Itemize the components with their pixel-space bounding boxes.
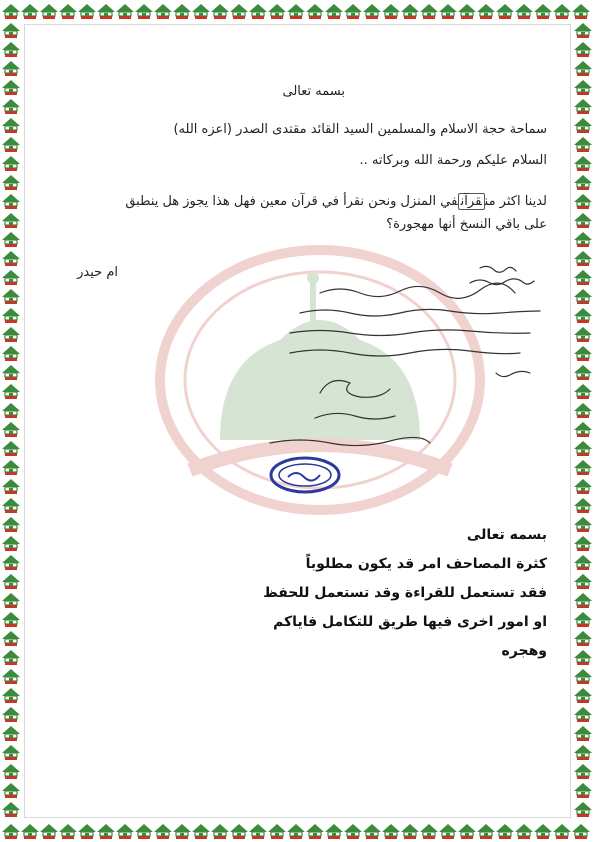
border-tile bbox=[2, 99, 20, 114]
border-tile bbox=[401, 4, 419, 19]
border-tile bbox=[553, 824, 571, 839]
border-tile bbox=[574, 42, 592, 57]
border-tile bbox=[2, 156, 20, 171]
border-tile bbox=[574, 688, 592, 703]
border-tile bbox=[78, 4, 96, 19]
border-tile bbox=[2, 802, 20, 817]
border-tile bbox=[2, 251, 20, 266]
border-tile bbox=[2, 593, 20, 608]
border-tile bbox=[40, 4, 58, 19]
border-tile bbox=[2, 745, 20, 760]
reply-line-1: كثرة المصاحف امر قد يكون مطلوباً bbox=[305, 556, 547, 572]
border-tile bbox=[574, 346, 592, 361]
border-tile bbox=[230, 824, 248, 839]
border-tile bbox=[2, 194, 20, 209]
border-tile bbox=[574, 517, 592, 532]
border-tile bbox=[2, 118, 20, 133]
border-tile bbox=[477, 824, 495, 839]
border-tile bbox=[2, 631, 20, 646]
border-tile bbox=[458, 4, 476, 19]
border-tile bbox=[574, 726, 592, 741]
border-tile bbox=[135, 824, 153, 839]
border-tile bbox=[458, 824, 476, 839]
border-tile bbox=[2, 707, 20, 722]
border-tile bbox=[574, 194, 592, 209]
border-tile bbox=[2, 213, 20, 228]
border-tile bbox=[439, 824, 457, 839]
border-tile bbox=[574, 23, 592, 38]
border-tile bbox=[401, 824, 419, 839]
border-tile bbox=[574, 745, 592, 760]
border-tile bbox=[574, 232, 592, 247]
border-tile bbox=[2, 23, 20, 38]
border-tile bbox=[344, 4, 362, 19]
border-tile bbox=[515, 4, 533, 19]
question-text-end: في المنزل ونحن نقرأ في قرآن معين فهل هذا يجوز هل ينطبق bbox=[125, 194, 458, 209]
border-tile bbox=[325, 824, 343, 839]
border-tile bbox=[116, 4, 134, 19]
border-tile bbox=[574, 593, 592, 608]
border-tile bbox=[2, 441, 20, 456]
border-tile bbox=[515, 824, 533, 839]
border-tile bbox=[2, 42, 20, 57]
border-tile bbox=[574, 441, 592, 456]
border-tile bbox=[572, 824, 590, 839]
border-tile bbox=[420, 824, 438, 839]
border-tile bbox=[97, 4, 115, 19]
border-tile bbox=[154, 824, 172, 839]
border-tile bbox=[2, 365, 20, 380]
border-tile bbox=[306, 4, 324, 19]
border-tile bbox=[572, 4, 590, 19]
question-boxed-word: قرآن bbox=[458, 193, 485, 210]
border-tile bbox=[2, 517, 20, 532]
border-tile bbox=[574, 555, 592, 570]
border-tile bbox=[154, 4, 172, 19]
border-tile bbox=[2, 384, 20, 399]
border-tile bbox=[574, 270, 592, 285]
border-tile bbox=[574, 802, 592, 817]
handwritten-reply-icon bbox=[230, 258, 550, 458]
border-tile bbox=[574, 783, 592, 798]
border-tile bbox=[21, 824, 39, 839]
border-tile bbox=[574, 536, 592, 551]
border-tile bbox=[574, 479, 592, 494]
border-tile bbox=[574, 384, 592, 399]
border-tile bbox=[211, 824, 229, 839]
border-tile bbox=[2, 555, 20, 570]
border-tile bbox=[574, 650, 592, 665]
border-tile bbox=[2, 308, 20, 323]
border-tile bbox=[2, 422, 20, 437]
border-tile bbox=[363, 4, 381, 19]
border-tile bbox=[574, 612, 592, 627]
border-tile bbox=[496, 824, 514, 839]
border-tile bbox=[268, 824, 286, 839]
border-tile bbox=[574, 574, 592, 589]
letter-heading: بسمه تعالى bbox=[282, 84, 345, 99]
border-tile bbox=[439, 4, 457, 19]
border-tile bbox=[211, 4, 229, 19]
border-tile bbox=[574, 308, 592, 323]
border-tile bbox=[553, 4, 571, 19]
border-tile bbox=[574, 156, 592, 171]
border-tile bbox=[477, 4, 495, 19]
border-tile bbox=[268, 4, 286, 19]
border-tile bbox=[192, 4, 210, 19]
border-tile bbox=[574, 365, 592, 380]
border-tile bbox=[574, 61, 592, 76]
border-tile bbox=[2, 612, 20, 627]
border-tile bbox=[249, 4, 267, 19]
border-tile bbox=[78, 824, 96, 839]
border-tile bbox=[21, 4, 39, 19]
border-tile bbox=[2, 783, 20, 798]
letter-sender: ام حيدر bbox=[77, 265, 118, 280]
border-tile bbox=[2, 574, 20, 589]
border-tile bbox=[2, 688, 20, 703]
border-tile bbox=[2, 232, 20, 247]
reply-line-2: فقد تستعمل للقراءة وقد تستعمل للحفظ bbox=[263, 585, 547, 601]
border-tile bbox=[2, 4, 20, 19]
border-tile bbox=[574, 498, 592, 513]
border-tile bbox=[40, 824, 58, 839]
reply-line-3: او امور اخرى فيها طريق للتكامل فاياكم bbox=[273, 614, 547, 630]
reply-heading: بسمه تعالى bbox=[466, 527, 547, 543]
border-tile bbox=[363, 824, 381, 839]
border-tile bbox=[2, 479, 20, 494]
border-tile bbox=[2, 650, 20, 665]
border-tile bbox=[574, 289, 592, 304]
border-tile bbox=[173, 824, 191, 839]
border-tile bbox=[2, 61, 20, 76]
border-tile bbox=[574, 631, 592, 646]
border-tile bbox=[116, 824, 134, 839]
border-tile bbox=[2, 824, 20, 839]
letter-addressee: سماحة حجة الاسلام والمسلمين السيد القائد مقتدى الصدر (اعزه الله) bbox=[173, 122, 547, 137]
border-tile bbox=[534, 4, 552, 19]
border-tile bbox=[325, 4, 343, 19]
border-tile bbox=[574, 137, 592, 152]
border-tile bbox=[59, 4, 77, 19]
border-tile bbox=[534, 824, 552, 839]
border-tile bbox=[2, 726, 20, 741]
border-tile bbox=[230, 4, 248, 19]
border-tile bbox=[574, 327, 592, 342]
border-tile bbox=[2, 403, 20, 418]
letter-question-line-1 bbox=[125, 194, 547, 209]
border-tile bbox=[2, 460, 20, 475]
border-tile bbox=[574, 118, 592, 133]
border-tile bbox=[574, 669, 592, 684]
border-tile bbox=[496, 4, 514, 19]
border-tile bbox=[2, 346, 20, 361]
border-tile bbox=[192, 824, 210, 839]
border-tile bbox=[2, 536, 20, 551]
letter-question-line-2: على باقي النسخ أنها مهجورة؟ bbox=[386, 217, 547, 232]
border-tile bbox=[2, 764, 20, 779]
border-tile bbox=[344, 824, 362, 839]
border-tile bbox=[306, 824, 324, 839]
border-tile bbox=[2, 669, 20, 684]
question-text-start: لدينا اكثر من bbox=[484, 194, 547, 209]
border-tile bbox=[382, 824, 400, 839]
border-tile bbox=[2, 175, 20, 190]
border-tile bbox=[382, 4, 400, 19]
border-tile bbox=[2, 289, 20, 304]
letter-greeting: السلام عليكم ورحمة الله وبركاته .. bbox=[359, 153, 547, 168]
border-tile bbox=[97, 824, 115, 839]
border-tile bbox=[574, 403, 592, 418]
border-tile bbox=[2, 327, 20, 342]
border-tile bbox=[574, 80, 592, 95]
border-tile bbox=[59, 824, 77, 839]
border-tile bbox=[249, 824, 267, 839]
border-tile bbox=[574, 764, 592, 779]
seal-stamp-icon bbox=[268, 455, 342, 495]
border-tile bbox=[574, 99, 592, 114]
border-tile bbox=[420, 4, 438, 19]
border-tile bbox=[574, 175, 592, 190]
border-tile bbox=[287, 4, 305, 19]
border-tile bbox=[2, 270, 20, 285]
border-tile bbox=[574, 422, 592, 437]
border-tile bbox=[2, 137, 20, 152]
border-tile bbox=[574, 213, 592, 228]
border-tile bbox=[2, 80, 20, 95]
border-tile bbox=[574, 460, 592, 475]
border-tile bbox=[287, 824, 305, 839]
border-tile bbox=[173, 4, 191, 19]
border-tile bbox=[135, 4, 153, 19]
reply-closing: وهجره bbox=[501, 643, 547, 659]
border-tile bbox=[574, 707, 592, 722]
border-tile bbox=[2, 498, 20, 513]
border-tile bbox=[574, 251, 592, 266]
